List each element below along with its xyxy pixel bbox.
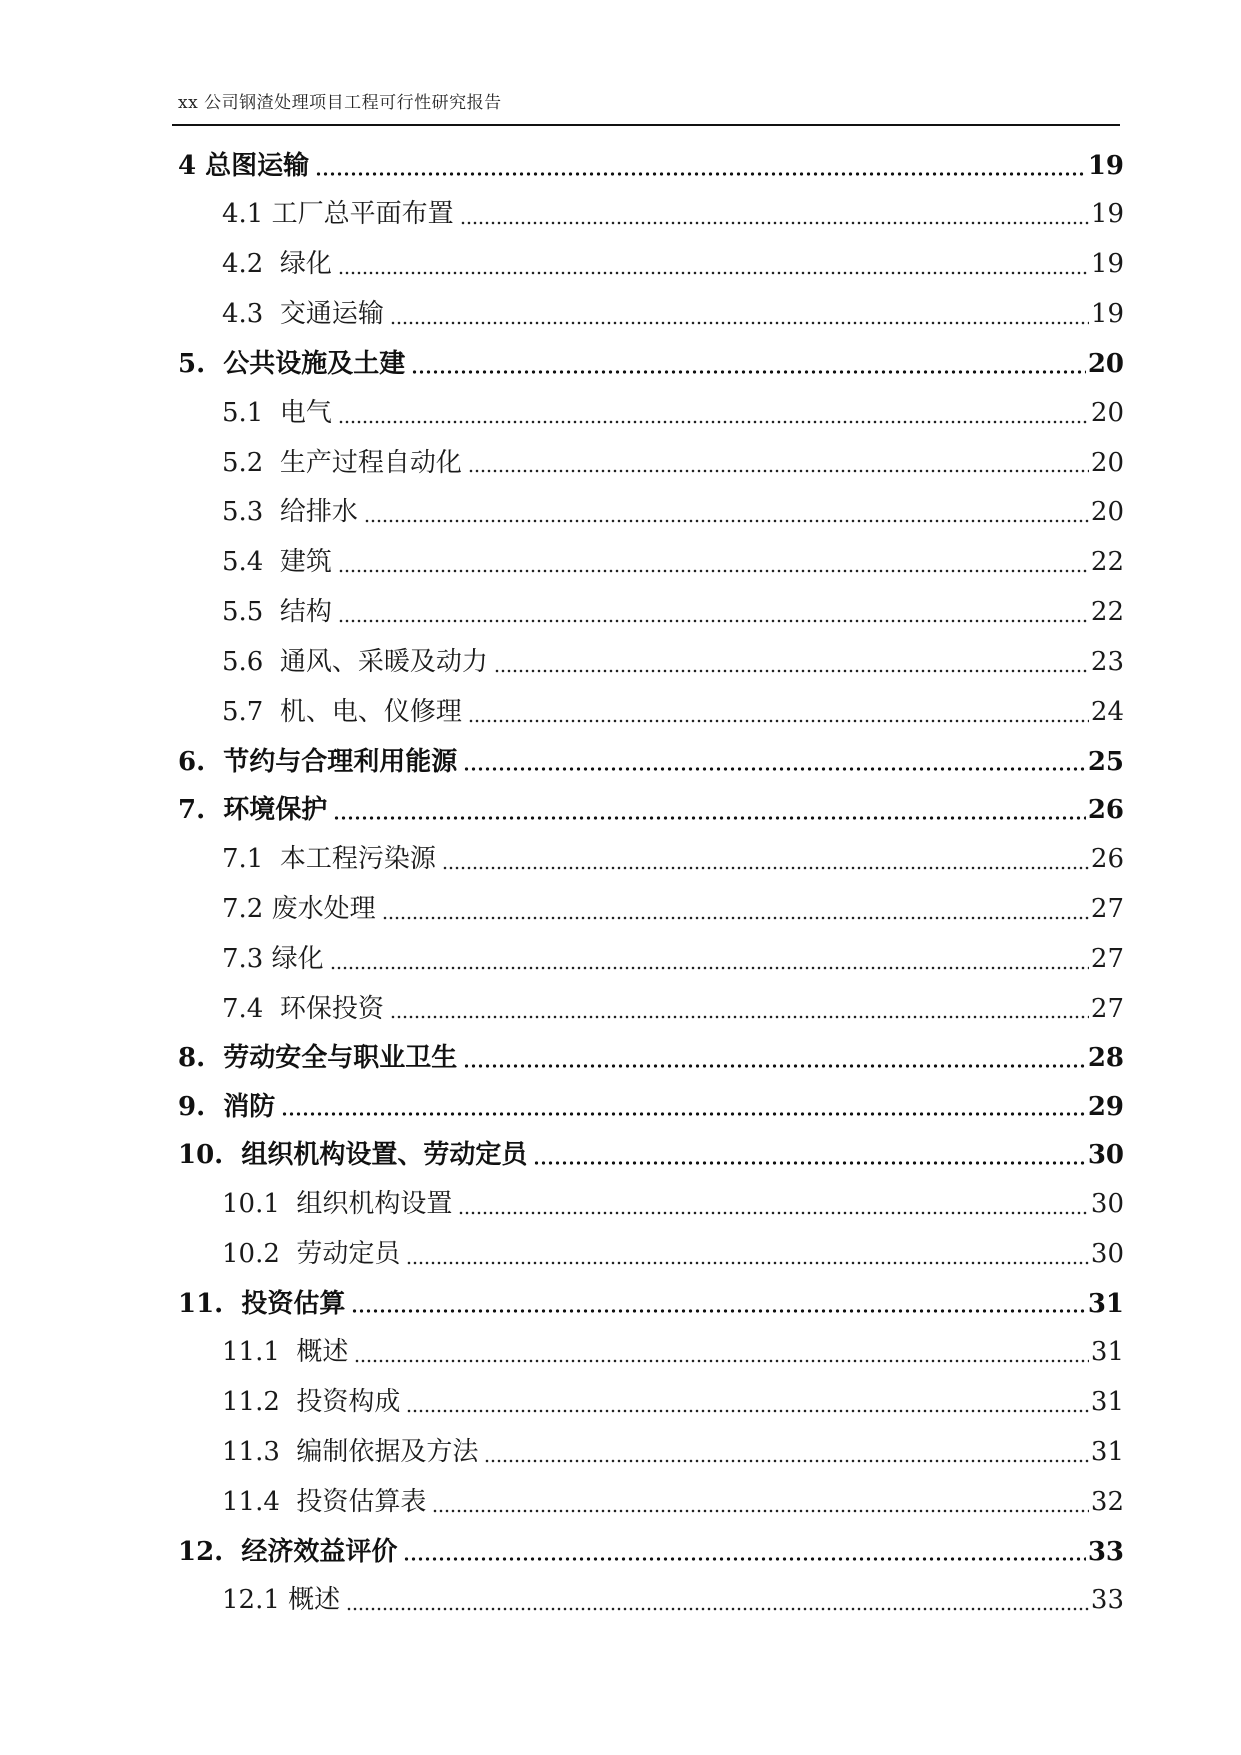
toc-page-number: 24 — [1090, 697, 1124, 727]
toc-page-number: 27 — [1090, 893, 1124, 924]
toc-page-number: 20 — [1090, 497, 1124, 528]
toc-dot-leader — [346, 1598, 1089, 1612]
toc-page-number: 30 — [1087, 1140, 1124, 1171]
toc-entry-title: 5.4 建筑 — [222, 547, 332, 578]
toc-entry-title: 11.2 投资构成 — [222, 1387, 401, 1418]
toc-page-number: 25 — [1087, 746, 1124, 777]
toc-entry-title: 5.1 电气 — [222, 397, 332, 428]
toc-dot-leader — [484, 1450, 1088, 1464]
toc-page-number: 19 — [1090, 299, 1124, 330]
toc-dot-leader — [494, 660, 1089, 674]
toc-section-entry[interactable] — [178, 389, 1124, 439]
toc-dot-leader — [406, 1252, 1088, 1266]
toc-section-entry[interactable] — [178, 1478, 1124, 1528]
toc-page-number: 19 — [1090, 249, 1124, 280]
toc-dot-leader — [382, 907, 1089, 921]
toc-dot-leader — [411, 361, 1086, 375]
toc-dot-leader — [533, 1152, 1085, 1166]
toc-entry-title: 6. 节约与合理利用能源 — [178, 746, 458, 777]
toc-dot-leader — [468, 710, 1089, 724]
toc-entry-title: 5.5 结构 — [222, 597, 332, 628]
toc-dot-leader — [354, 1350, 1088, 1364]
toc-dot-leader — [330, 957, 1089, 971]
toc-page-number: 19 — [1090, 199, 1124, 230]
toc-section-entry[interactable] — [178, 985, 1124, 1035]
toc-entry-title: 5.2 生产过程自动化 — [222, 447, 462, 478]
toc-page-number: 28 — [1087, 1043, 1124, 1074]
toc-dot-leader — [338, 610, 1089, 624]
toc-dot-leader — [390, 312, 1089, 326]
toc-section-entry[interactable] — [178, 488, 1124, 538]
toc-section-entry[interactable] — [178, 935, 1124, 985]
toc-section-entry[interactable] — [178, 638, 1124, 688]
toc-entry-title: 11.4 投资估算表 — [222, 1486, 427, 1517]
toc-entry-title: 7.1 本工程污染源 — [222, 843, 436, 874]
toc-section-entry[interactable] — [178, 885, 1124, 935]
toc-dot-leader — [338, 262, 1089, 276]
toc-dot-leader — [281, 1103, 1086, 1117]
toc-page-number: 29 — [1087, 1091, 1124, 1122]
toc-dot-leader — [390, 1006, 1089, 1020]
toc-entry-title: 4.2 绿化 — [222, 249, 332, 280]
toc-dot-leader — [315, 163, 1086, 177]
toc-page-number: 26 — [1090, 843, 1124, 874]
toc-section-entry[interactable] — [178, 1230, 1124, 1280]
toc-entry-title: 10.1 组织机构设置 — [222, 1188, 453, 1219]
toc-page-number: 20 — [1090, 447, 1124, 478]
toc-section-entry[interactable] — [178, 1378, 1124, 1428]
toc-chapter-entry[interactable] — [178, 738, 1124, 787]
toc-entry-title: 10. 组织机构设置、劳动定员 — [178, 1140, 528, 1171]
toc-entry-title: 11.1 概述 — [222, 1337, 349, 1368]
toc-chapter-entry[interactable] — [178, 1131, 1124, 1180]
toc-entry-title: 5.7 机、电、仪修理 — [222, 697, 462, 727]
toc-dot-leader — [406, 1400, 1088, 1414]
toc-section-entry[interactable] — [178, 688, 1124, 738]
toc-section-entry[interactable] — [178, 588, 1124, 638]
toc-section-entry[interactable] — [178, 835, 1124, 885]
toc-dot-leader — [460, 212, 1089, 226]
toc-page-number: 26 — [1087, 795, 1124, 826]
toc-page-number: 31 — [1090, 1437, 1124, 1468]
toc-section-entry[interactable] — [178, 290, 1124, 340]
toc-page-number: 33 — [1090, 1585, 1124, 1616]
toc-entry-title: 7.3 绿化 — [222, 943, 324, 974]
toc-dot-leader — [338, 560, 1089, 574]
toc-entry-title: 7.2 废水处理 — [222, 893, 376, 924]
toc-page-number: 27 — [1090, 943, 1124, 974]
toc-entry-title: 7.4 环保投资 — [222, 993, 384, 1024]
toc-entry-title: 12. 经济效益评价 — [178, 1536, 398, 1567]
toc-chapter-entry[interactable] — [178, 340, 1124, 389]
toc-chapter-entry[interactable] — [178, 786, 1124, 835]
toc-page-number: 30 — [1090, 1238, 1124, 1269]
toc-entry-title: 11. 投资估算 — [178, 1288, 346, 1319]
toc-dot-leader — [333, 807, 1086, 821]
toc-section-entry[interactable] — [178, 240, 1124, 290]
toc-section-entry[interactable] — [178, 1180, 1124, 1230]
toc-entry-title: 10.2 劳动定员 — [222, 1238, 401, 1269]
toc-dot-leader — [432, 1500, 1088, 1514]
toc-section-entry[interactable] — [178, 439, 1124, 489]
toc-entry-title: 11.3 编制依据及方法 — [222, 1437, 479, 1468]
toc-entry-title: 5. 公共设施及土建 — [178, 349, 406, 380]
toc-chapter-entry[interactable] — [178, 1528, 1124, 1577]
toc-page-number: 20 — [1087, 349, 1124, 380]
toc-entry-title: 5.3 给排水 — [222, 497, 358, 528]
toc-entry-title: 9. 消防 — [178, 1091, 276, 1122]
toc-page-number: 31 — [1090, 1387, 1124, 1418]
toc-section-entry[interactable] — [178, 538, 1124, 588]
toc-entry-title: 4 总图运输 — [178, 151, 310, 181]
toc-page-number: 22 — [1090, 547, 1124, 578]
toc-chapter-entry[interactable] — [178, 1034, 1124, 1083]
toc-entry-title: 5.6 通风、采暖及动力 — [222, 647, 488, 678]
table-of-contents — [178, 142, 1124, 1626]
toc-section-entry[interactable] — [178, 191, 1124, 241]
toc-entry-title: 4.3 交通运输 — [222, 299, 384, 330]
toc-chapter-entry[interactable] — [178, 142, 1124, 191]
toc-entry-title: 12.1 概述 — [222, 1585, 341, 1616]
toc-entry-title: 8. 劳动安全与职业卫生 — [178, 1043, 458, 1074]
page-header: xx 公司钢渣处理项目工程可行性研究报告 — [178, 93, 502, 113]
toc-entry-title: 7. 环境保护 — [178, 795, 328, 826]
toc-dot-leader — [351, 1300, 1085, 1314]
toc-dot-leader — [403, 1548, 1085, 1562]
toc-page-number: 22 — [1090, 597, 1124, 628]
header-divider — [172, 124, 1120, 126]
toc-page-number: 30 — [1090, 1188, 1124, 1219]
toc-entry-title: 4.1 工厂总平面布置 — [222, 199, 454, 230]
toc-page-number: 20 — [1090, 397, 1124, 428]
toc-dot-leader — [468, 460, 1089, 474]
toc-page-number: 31 — [1090, 1337, 1124, 1368]
toc-section-entry[interactable] — [178, 1428, 1124, 1478]
toc-page-number: 32 — [1090, 1486, 1124, 1517]
toc-dot-leader — [338, 411, 1089, 425]
toc-page-number: 31 — [1087, 1288, 1124, 1319]
toc-dot-leader — [463, 758, 1086, 772]
toc-page-number: 27 — [1090, 993, 1124, 1024]
toc-dot-leader — [458, 1202, 1088, 1216]
toc-page-number: 33 — [1087, 1536, 1124, 1567]
toc-chapter-entry[interactable] — [178, 1280, 1124, 1329]
toc-dot-leader — [463, 1055, 1086, 1069]
toc-page-number: 23 — [1090, 647, 1124, 678]
toc-section-entry[interactable] — [178, 1328, 1124, 1378]
toc-chapter-entry[interactable] — [178, 1083, 1124, 1132]
toc-dot-leader — [364, 510, 1089, 524]
toc-dot-leader — [442, 857, 1089, 871]
toc-page-number: 19 — [1087, 151, 1124, 181]
toc-section-entry[interactable] — [178, 1576, 1124, 1626]
